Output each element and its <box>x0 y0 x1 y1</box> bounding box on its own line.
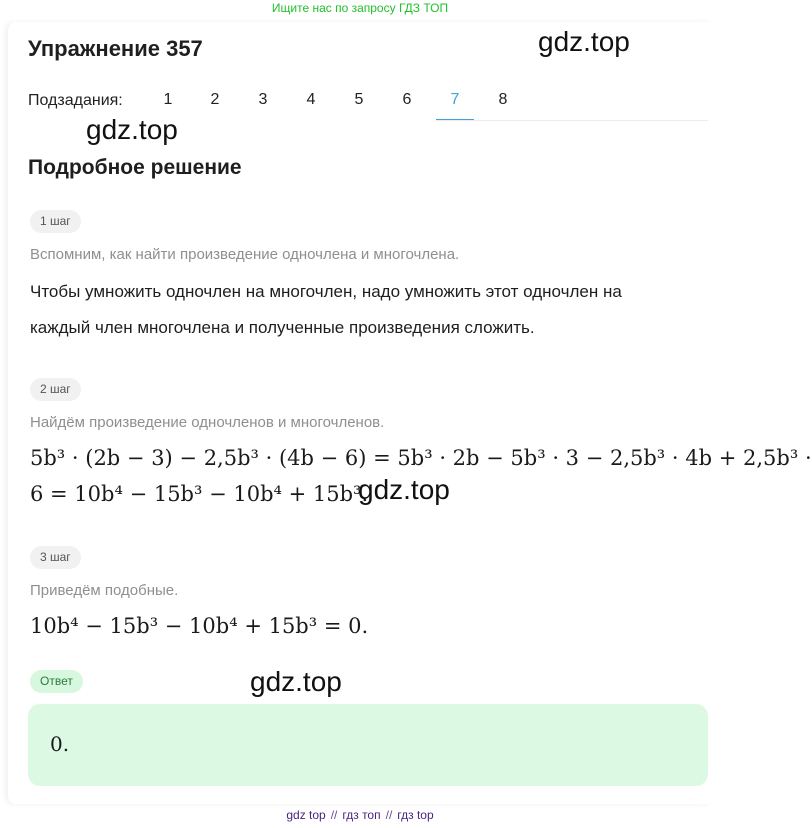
watermark: gdz.top <box>250 666 342 697</box>
answer-value: 0. <box>50 732 70 756</box>
subtask-tab-3[interactable]: 3 <box>258 91 268 108</box>
math-line: 6 = 10b⁴ − 15b³ − 10b⁴ + 15b³. <box>30 482 369 506</box>
subtask-tab-5[interactable]: 5 <box>354 91 364 108</box>
subtasks-divider <box>436 120 708 121</box>
top-banner: Ищите нас по запросу ГДЗ ТОП <box>271 1 449 15</box>
step-hint: Приведём подобные. <box>30 582 179 599</box>
math-line: 5b³ · (2b − 3) − 2,5b³ · (4b − 6) = 5b³ · 2b − 5b³ · 3 − 2,5b³ · 4b + 2,5b³ · <box>30 446 812 470</box>
subtask-tab-1[interactable]: 1 <box>163 91 173 108</box>
step-hint: Вспомним, как найти произведение одночлена и многочлена. <box>30 246 460 263</box>
math-line: 10b⁴ − 15b³ − 10b⁴ + 15b³ = 0. <box>30 614 369 638</box>
footer-link[interactable]: гдз top <box>397 808 434 822</box>
solution-title: Подробное решение <box>28 156 242 179</box>
step-badge: 1 шаг <box>30 210 81 233</box>
step-text-line: каждый член многочлена и полученные произведения сложить. <box>30 318 535 337</box>
watermark: gdz.top <box>358 474 450 505</box>
subtask-tab-7[interactable]: 7 <box>436 86 474 121</box>
step-text-line: Чтобы умножить одночлен на многочлен, надо умножить этот одночлен на <box>30 282 622 301</box>
step-badge: 2 шаг <box>30 378 81 401</box>
page-title: Упражнение 357 <box>28 36 203 61</box>
subtask-tab-2[interactable]: 2 <box>210 91 220 108</box>
footer-link[interactable]: gdz top <box>286 808 326 822</box>
footer-separator: // <box>330 808 338 822</box>
answer-badge: Ответ <box>30 670 83 693</box>
footer-links <box>0 808 720 822</box>
answer-box <box>28 704 708 786</box>
footer-separator: // <box>385 808 393 822</box>
footer-link[interactable]: гдз топ <box>342 808 381 822</box>
step-hint: Найдём произведение одночленов и многочленов. <box>30 414 385 431</box>
subtasks-label: Подзадания: <box>28 92 123 109</box>
subtask-tab-4[interactable]: 4 <box>306 91 316 108</box>
subtask-tab-8[interactable]: 8 <box>498 91 508 108</box>
step-badge: 3 шаг <box>30 546 81 569</box>
watermark: gdz.top <box>538 26 630 57</box>
watermark: gdz.top <box>86 114 178 145</box>
subtask-tab-6[interactable]: 6 <box>402 91 412 108</box>
